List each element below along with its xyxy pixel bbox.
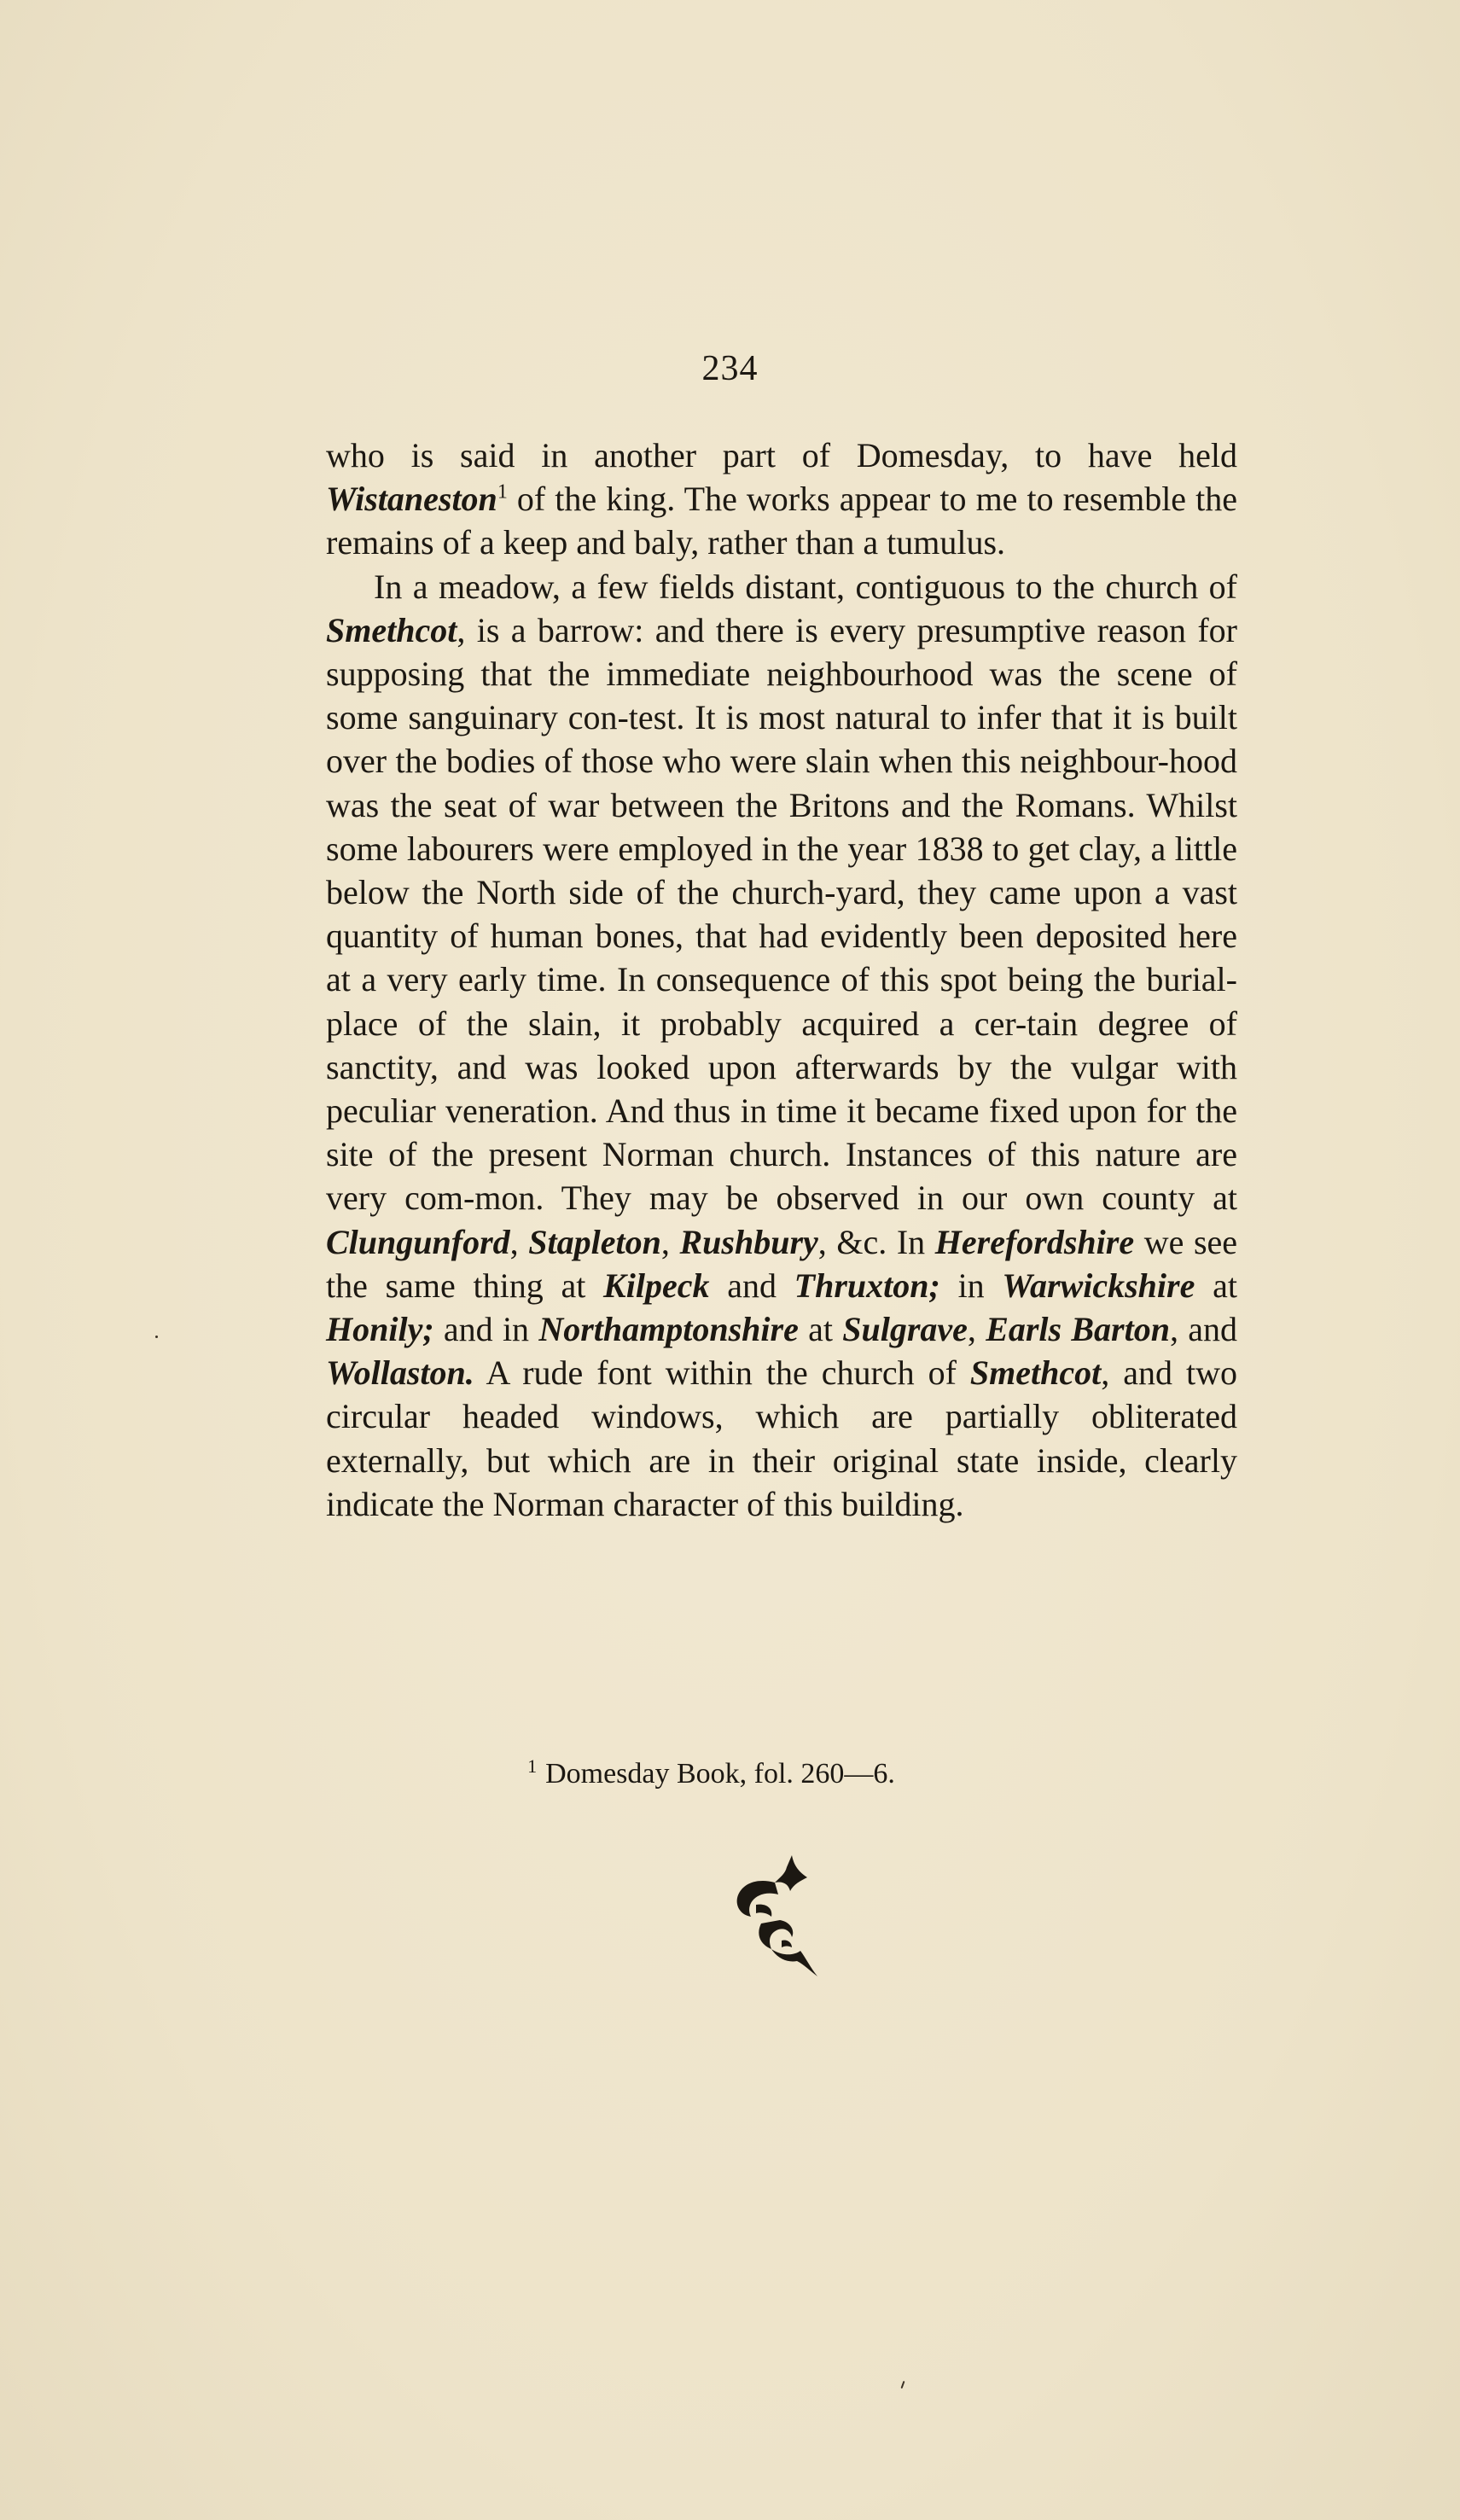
place-name: Northamptonshire	[538, 1310, 799, 1349]
paragraph-2: In a meadow, a few fields distant, contiguous to the church of Smethcot, is a barrow: and there is every presumptive reason for supposing that the immediate neighbourhood was the scene of some sanguinary con-test. It is most natural to infer that it is built over the bodies of those who were slain when this neighbour-hood was the seat of war between the Britons and the Romans. Whilst some labourers were employed in the year 1838 to get clay, a little below the North side of the church-yard, they came upon a vast quantity of human bones, that had evidently been deposited here at a very early time. In consequence of this spot being the burial-place of the slain, it probably acquired a cer-tain degree of sanctity, and was looked upon afterwards by the vulgar with peculiar veneration. And thus in time it became fixed upon for the site of the present Norman church. Instances of this nature are very com-mon. They may be observed in our own county at Clungunford, Stapleton, Rushbury, &c. In Herefordshire we see the same thing at Kilpeck and Thruxton; in Warwickshire at Honily; and in Northamptonshire at Sulgrave, Earls Barton, and Wollaston. A rude font within the church of Smethcot, and two circular headed windows, which are partially obliterated externally, but which are in their original state inside, clearly indicate the Norman character of this building.	[326, 567, 1238, 1523]
ink-speck	[901, 2381, 905, 2389]
place-name: Smethcot	[326, 610, 457, 649]
footnote	[0, 1755, 1441, 1790]
ink-speck	[155, 1336, 158, 1338]
place-name: Sulgrave	[842, 1310, 968, 1349]
footnote-reference: 1	[497, 480, 508, 503]
place-name: Rushbury	[679, 1222, 818, 1261]
place-name: Warwickshire	[1002, 1266, 1195, 1305]
place-name: Honily;	[326, 1310, 434, 1349]
body-text	[326, 434, 1237, 1526]
place-name: Smethcot	[969, 1353, 1102, 1393]
place-name: Clungunford	[326, 1222, 510, 1261]
page-number: 234	[701, 349, 759, 388]
place-name: Herefordshire	[934, 1222, 1135, 1261]
footnote-marker: 1	[527, 1755, 538, 1777]
place-name: Wollaston.	[326, 1353, 474, 1393]
place-name: Wistaneston	[326, 480, 497, 519]
paragraph-1: who is said in another part of Domesday, to have held Wistaneston$^1$ of the king. The works appear to me to resemble the remains of a keep and baly, rather than a tumulus.	[326, 436, 1237, 562]
fleuron-ornament-icon	[722, 1852, 841, 1980]
place-name: Earls Barton	[986, 1310, 1170, 1349]
footnote-text: Domesday Book, fol. 260—6.	[545, 1758, 895, 1790]
place-name: Stapleton	[528, 1222, 661, 1261]
place-name: Kilpeck	[603, 1266, 710, 1305]
place-name: Thruxton;	[794, 1266, 940, 1305]
